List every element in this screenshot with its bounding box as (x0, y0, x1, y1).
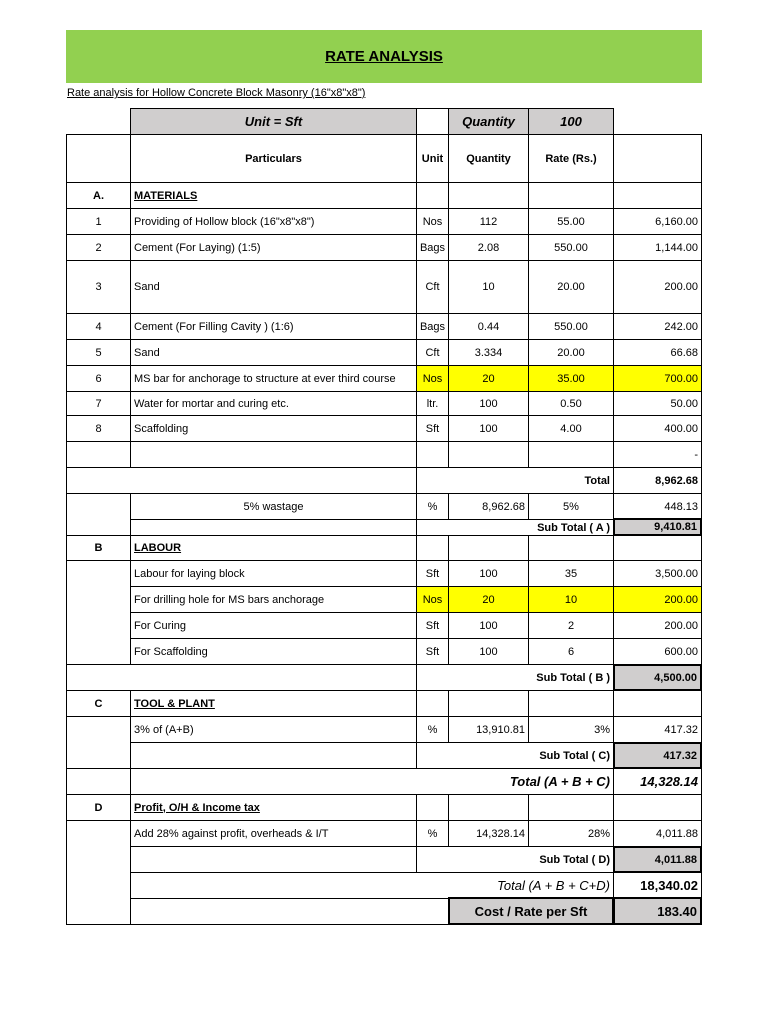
blank-cell (448, 690, 529, 717)
blank-cell (613, 535, 702, 561)
blank-cell (66, 467, 417, 494)
row-rate: 55.00 (528, 208, 614, 235)
row-no: 4 (66, 313, 131, 340)
blank-cell (66, 664, 417, 691)
blank-cell (613, 690, 702, 717)
total-abc-value: 14,328.14 (613, 768, 702, 795)
row-amount: 200.00 (613, 612, 702, 639)
row-qty: 100 (448, 391, 529, 416)
subtotal-c-value: 417.32 (613, 742, 702, 769)
blank-cell (66, 134, 131, 183)
row-amount: 400.00 (613, 415, 702, 442)
row-qty: 2.08 (448, 234, 529, 261)
row-desc: For Curing (130, 612, 417, 639)
row-rate: 2 (528, 612, 614, 639)
section-name: Profit, O/H & Income tax (130, 794, 417, 821)
row-amount: 50.00 (613, 391, 702, 416)
blank-cell (416, 108, 449, 135)
section-no: D (66, 794, 131, 821)
blank-cell (448, 441, 529, 468)
blank-cell (613, 794, 702, 821)
subtotal-d-label: Sub Total ( D) (416, 846, 614, 873)
wastage-rate: 5% (528, 493, 614, 520)
subtotal-b-value: 4,500.00 (613, 664, 702, 691)
row-amount: 700.00 (613, 365, 702, 392)
row-unit: Cft (416, 260, 449, 314)
row-amount: 3,500.00 (613, 560, 702, 587)
subtotal-b-label: Sub Total ( B ) (416, 664, 614, 691)
blank-cell (528, 535, 614, 561)
section-no: B (66, 535, 131, 561)
row-rate: 550.00 (528, 234, 614, 261)
col-unit: Unit (416, 134, 449, 183)
quantity-value: 100 (528, 108, 614, 135)
subtotal-a-label: Sub Total ( A ) (416, 519, 614, 536)
row-desc: Cement (For Laying) (1:5) (130, 234, 417, 261)
wastage-unit: % (416, 493, 449, 520)
row-rate: 20.00 (528, 339, 614, 366)
row-unit: Nos (416, 208, 449, 235)
blank-cell (416, 441, 449, 468)
blank-cell (448, 794, 529, 821)
section-name: MATERIALS (130, 182, 417, 209)
row-unit: Sft (416, 638, 449, 665)
row-qty: 0.44 (448, 313, 529, 340)
row-desc: For drilling hole for MS bars anchorage (130, 586, 417, 613)
row-unit: Nos (416, 365, 449, 392)
row-unit: Sft (416, 415, 449, 442)
row-desc: Water for mortar and curing etc. (130, 391, 417, 416)
row-rate: 0.50 (528, 391, 614, 416)
total-value: 8,962.68 (613, 467, 702, 494)
blank-cell (130, 898, 449, 925)
row-unit: Nos (416, 586, 449, 613)
blank-cell (416, 690, 449, 717)
row-no: 5 (66, 339, 131, 366)
page-title: RATE ANALYSIS (325, 48, 443, 65)
row-qty: 20 (448, 586, 529, 613)
row-qty: 100 (448, 560, 529, 587)
row-amount: 600.00 (613, 638, 702, 665)
row-unit: Bags (416, 234, 449, 261)
row-desc: Sand (130, 260, 417, 314)
row-unit: Sft (416, 612, 449, 639)
profit-unit: % (416, 820, 449, 847)
row-rate: 550.00 (528, 313, 614, 340)
blank-cell (528, 182, 614, 209)
col-particulars: Particulars (130, 134, 417, 183)
wastage-amount: 448.13 (613, 493, 702, 520)
total-abcd-value: 18,340.02 (613, 872, 702, 899)
col-rate: Rate (Rs.) (528, 134, 614, 183)
quantity-header: Quantity (448, 108, 529, 135)
blank-cell (66, 560, 131, 665)
row-qty: 100 (448, 638, 529, 665)
blank-cell (416, 182, 449, 209)
blank-cell (130, 846, 417, 873)
blank-cell (416, 535, 449, 561)
row-no: 2 (66, 234, 131, 261)
row-qty: 20 (448, 365, 529, 392)
subtotal-a-value: 9,410.81 (613, 518, 702, 536)
row-amount: 66.68 (613, 339, 702, 366)
section-name: TOOL & PLANT (130, 690, 417, 717)
row-no: 6 (66, 365, 131, 392)
cost-rate-label: Cost / Rate per Sft (448, 897, 614, 925)
row-amount: 200.00 (613, 586, 702, 613)
row-desc: For Scaffolding (130, 638, 417, 665)
row-desc: Sand (130, 339, 417, 366)
blank-cell (66, 493, 131, 536)
total-abc-label: Total (A + B + C) (130, 768, 614, 795)
row-unit: Bags (416, 313, 449, 340)
title-banner (66, 30, 702, 83)
row-rate: 6 (528, 638, 614, 665)
profit-amount: 4,011.88 (613, 820, 702, 847)
subtitle: Rate analysis for Hollow Concrete Block Masonry (16"x8"x8") (67, 87, 366, 99)
row-qty: 100 (448, 612, 529, 639)
row-unit: ltr. (416, 391, 449, 416)
section-no: A. (66, 182, 131, 209)
wastage-desc: 5% wastage (130, 493, 417, 520)
row-rate: 4.00 (528, 415, 614, 442)
tools-rate: 3% (528, 716, 614, 743)
section-name: LABOUR (130, 535, 417, 561)
tools-qty: 13,910.81 (448, 716, 529, 743)
row-qty: 10 (448, 260, 529, 314)
profit-rate: 28% (528, 820, 614, 847)
wastage-qty: 8,962.68 (448, 493, 529, 520)
blank-cell (66, 768, 131, 795)
blank-cell (528, 794, 614, 821)
row-no: 8 (66, 415, 131, 442)
row-amount: 1,144.00 (613, 234, 702, 261)
col-amount (613, 134, 702, 183)
total-label: Total (416, 467, 614, 494)
row-amount: 200.00 (613, 260, 702, 314)
row-amount: 242.00 (613, 313, 702, 340)
profit-desc: Add 28% against profit, overheads & I/T (130, 820, 417, 847)
blank-cell (448, 535, 529, 561)
subtotal-c-label: Sub Total ( C) (416, 742, 614, 769)
row-rate: 35.00 (528, 365, 614, 392)
blank-cell (528, 690, 614, 717)
profit-qty: 14,328.14 (448, 820, 529, 847)
row-no: 1 (66, 208, 131, 235)
tools-desc: 3% of (A+B) (130, 716, 417, 743)
row-no: 3 (66, 260, 131, 314)
row-rate: 35 (528, 560, 614, 587)
tools-unit: % (416, 716, 449, 743)
section-no: C (66, 690, 131, 717)
blank-cell (613, 182, 702, 209)
cost-rate-value: 183.40 (613, 897, 702, 925)
row-qty: 100 (448, 415, 529, 442)
blank-cell (66, 441, 131, 468)
row-desc: Labour for laying block (130, 560, 417, 587)
row-amount: 6,160.00 (613, 208, 702, 235)
row-unit: Sft (416, 560, 449, 587)
row-desc: Providing of Hollow block (16"x8"x8") (130, 208, 417, 235)
blank-cell (66, 820, 131, 925)
col-quantity: Quantity (448, 134, 529, 183)
tools-amount: 417.32 (613, 716, 702, 743)
blank-cell (130, 519, 417, 536)
blank-cell (130, 742, 417, 769)
unit-header: Unit = Sft (130, 108, 417, 135)
row-desc: MS bar for anchorage to structure at ever third course (130, 365, 417, 392)
row-qty: 112 (448, 208, 529, 235)
row-desc: Scaffolding (130, 415, 417, 442)
row-desc: Cement (For Filling Cavity ) (1:6) (130, 313, 417, 340)
total-abcd-label: Total (A + B + C+D) (130, 872, 614, 899)
blank-cell (448, 182, 529, 209)
row-no: 7 (66, 391, 131, 416)
blank-cell (130, 441, 417, 468)
row-qty: 3.334 (448, 339, 529, 366)
blank-cell (66, 716, 131, 769)
row-amount: - (613, 441, 702, 468)
row-unit: Cft (416, 339, 449, 366)
row-rate: 20.00 (528, 260, 614, 314)
row-rate: 10 (528, 586, 614, 613)
blank-cell (416, 794, 449, 821)
subtotal-d-value: 4,011.88 (613, 846, 702, 873)
blank-cell (528, 441, 614, 468)
